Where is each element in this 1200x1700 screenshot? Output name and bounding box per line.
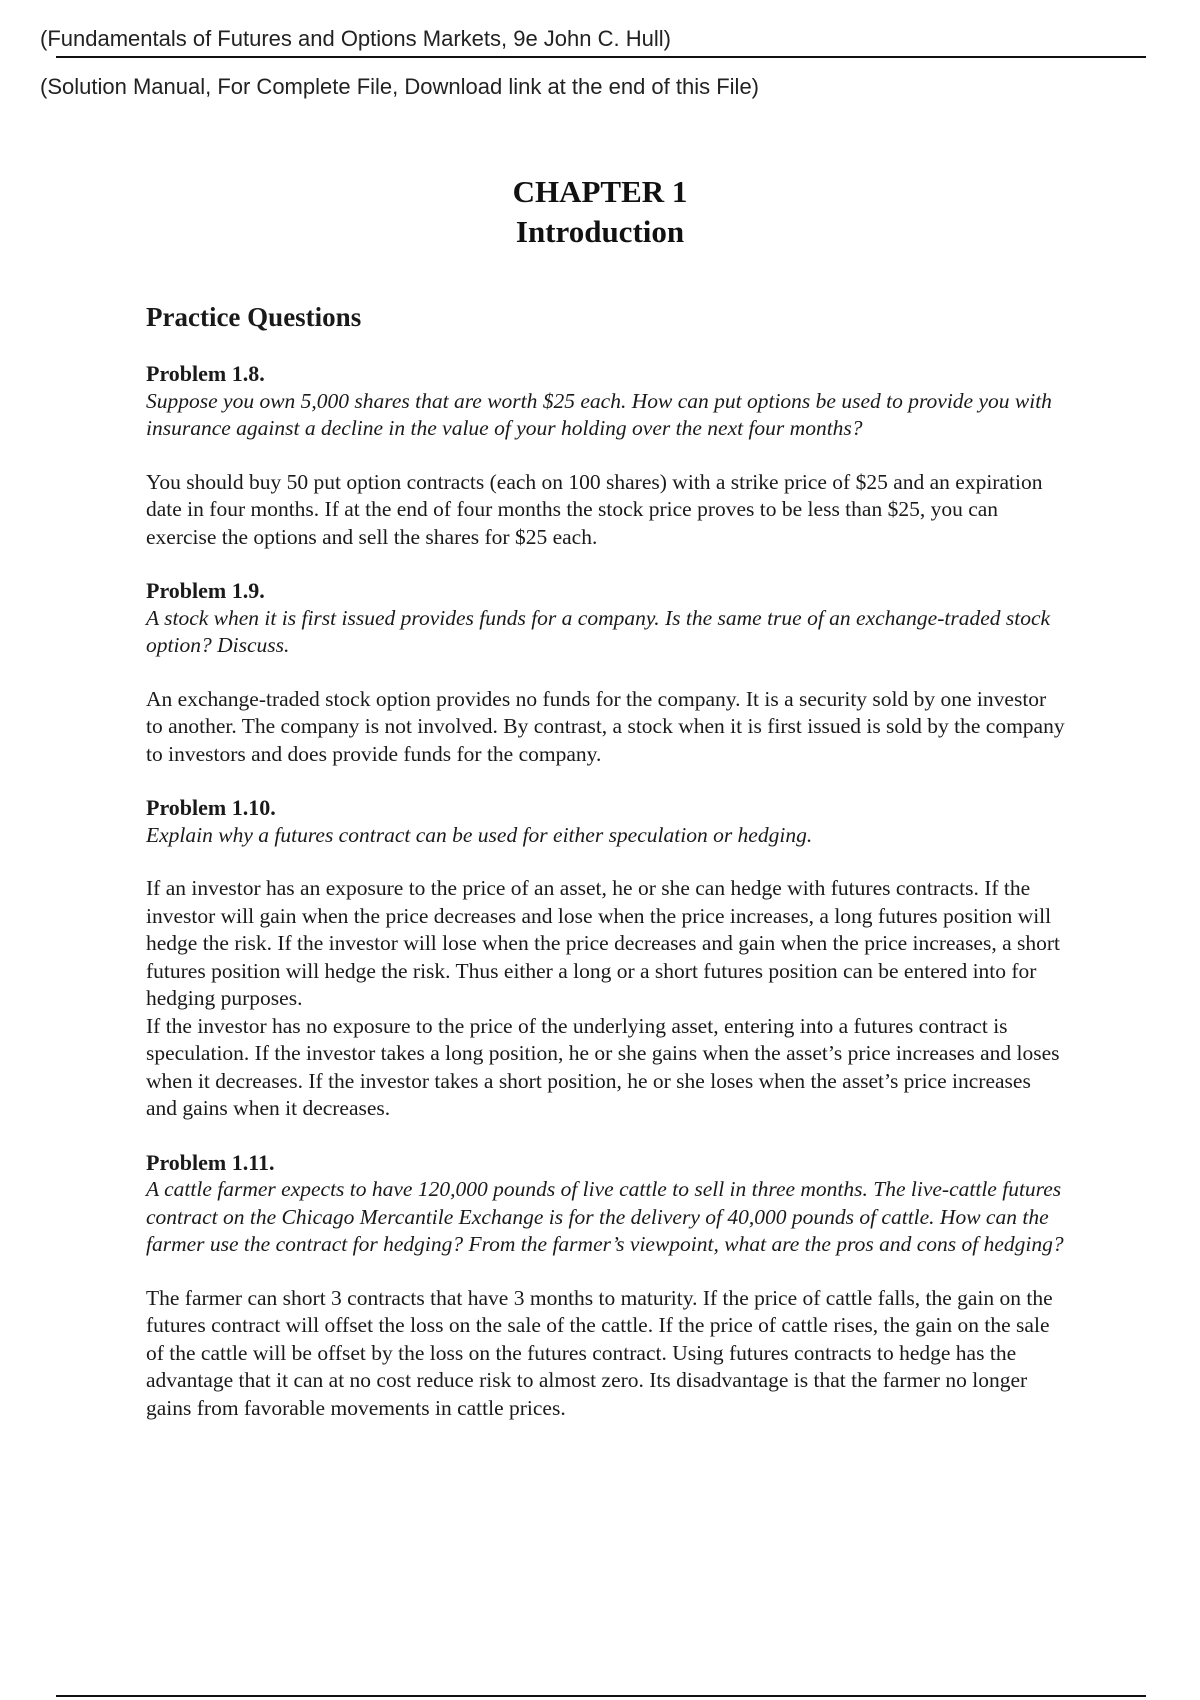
- chapter-title: Introduction: [515, 214, 685, 249]
- answer-paragraph: An exchange-traded stock option provides no funds for the company. It is a security sold by one investor to another. The company is not involved. By contrast, a stock when it is first issued is sold by the company to investors and does provide funds for the company.: [146, 686, 1065, 766]
- problem-1-9: [146, 577, 1066, 768]
- problem-question: A cattle farmer expects to have 120,000 pounds of live cattle to sell in three months. The live-cattle futures contract on the Chicago Mercantile Exchange is for the delivery of 40,000 pounds of cattle. How can the farmer use the contract for hedging? From the farmer’s viewpoint, what are the pros and cons of hedging?: [146, 1177, 1064, 1256]
- answer-paragraph: If an investor has an exposure to the price of an asset, he or she can hedge with futures contracts. If the investor will gain when the price decreases and lose when the price increases, a long futures position will hedge the risk. If the investor will lose when the price decreases and gain when the price increases, a short futures position will hedge the risk. Thus either a long or a short futures position can be entered into for hedging purposes.: [146, 876, 1061, 1010]
- problem-answer: [146, 686, 1066, 769]
- document-header-title: (Fundamentals of Futures and Options Markets, 9e John C. Hull): [40, 26, 671, 51]
- problem-question: Suppose you own 5,000 shares that are worth $25 each. How can put options be used to provide you with insurance against a decline in the value of your holding over the next four months?: [146, 388, 1052, 440]
- problem-label: Problem 1.8.: [146, 361, 265, 386]
- problem-question: A stock when it is first issued provides funds for a company. Is the same true of an exchange-traded stock option? Discuss.: [146, 605, 1051, 657]
- footer-divider: [56, 1695, 1146, 1697]
- answer-paragraph: The farmer can short 3 contracts that have 3 months to maturity. If the price of cattle falls, the gain on the futures contract will offset the loss on the sale of the cattle. If the price of cattle rises, the gain on the sale of the cattle will be offset by the loss on the futures contract. Using futures contracts to hedge has the advantage that it can at no cost reduce risk to almost zero. Its disadvantage is that the farmer no longer gains from favorable movements in cattle prices.: [146, 1285, 1053, 1420]
- problem-1-11: [146, 1149, 1066, 1423]
- answer-paragraph: You should buy 50 put option contracts (each on 100 shares) with a strike price of $25 and an expiration date in four months. If at the end of four months the stock price proves to be less than $25, you can exercise the options and sell the shares for $25 each.: [146, 469, 1043, 549]
- answer-paragraph: If the investor has no exposure to the price of the underlying asset, entering into a futures contract is speculation. If the investor takes a long position, he or she gains when the asset’s price increases and loses when it decreases. If the investor takes a short position, he or she loses when the asset’s price increases and gains when it decreases.: [146, 1013, 1060, 1120]
- problem-label: Problem 1.11.: [146, 1149, 275, 1175]
- section-heading: Practice Questions: [146, 302, 362, 332]
- main-content: [146, 300, 1066, 1448]
- problem-1-10: [146, 794, 1066, 1123]
- problem-label: Problem 1.10.: [146, 795, 276, 820]
- problem-answer: [146, 875, 1066, 1123]
- problem-1-8: [146, 360, 1066, 551]
- problem-answer: [146, 469, 1066, 552]
- problem-label: Problem 1.9.: [146, 578, 265, 603]
- document-header-note: (Solution Manual, For Complete File, Download link at the end of this File): [40, 74, 760, 99]
- chapter-number: CHAPTER 1: [512, 174, 688, 209]
- header-divider: [56, 56, 1146, 58]
- problem-question: Explain why a futures contract can be used for either speculation or hedging.: [146, 822, 813, 847]
- chapter-title-block: [0, 172, 1200, 252]
- problem-answer: [146, 1285, 1066, 1423]
